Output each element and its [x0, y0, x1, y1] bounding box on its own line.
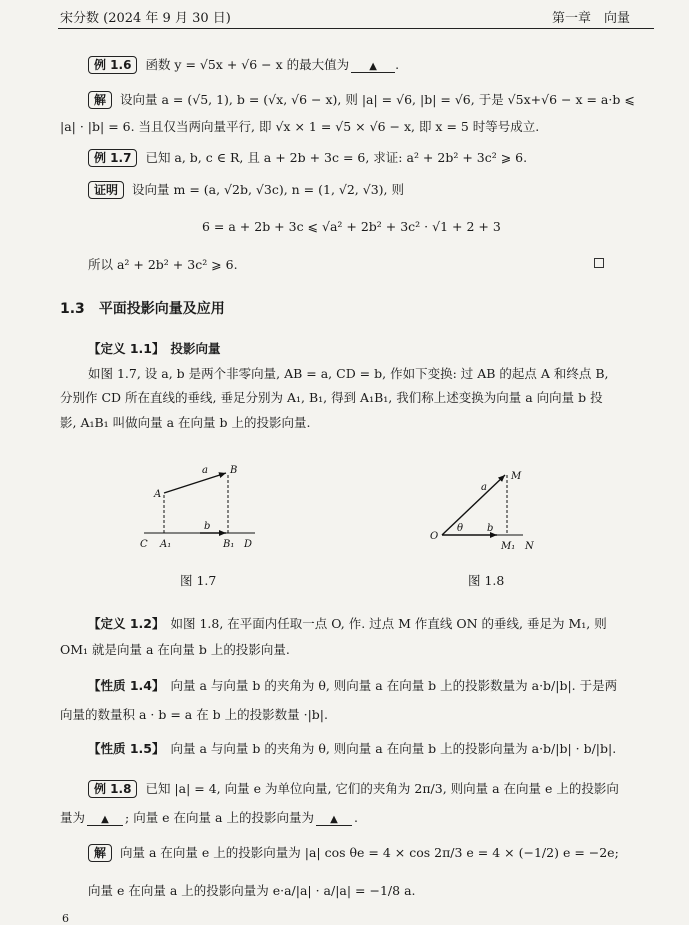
label-vec-a: a — [202, 465, 208, 476]
section-title: 平面投影向量及应用 — [98, 301, 225, 317]
example-1-6 — [88, 55, 399, 74]
property-1-4-line2: 向量的数量积 a · b = a 在 b 上的投影数量 ·|b|. — [60, 707, 328, 722]
property-tag: 【性质 1.4】 — [88, 678, 165, 693]
proof-formula: 6 = a + 2b + 3c ⩽ √a² + 2b² + 3c² · √1 + 2 + 3 — [202, 219, 501, 234]
example-1-8-line2 — [60, 808, 358, 826]
vector-a — [442, 475, 505, 535]
definition-tag: 【定义 1.2】 — [88, 616, 165, 631]
proof-text: 设向量 m = (a, √2b, √3c), n = (1, √2, √3), 则 — [132, 182, 405, 197]
question-text: 量为 — [60, 810, 86, 825]
question-end: . — [353, 810, 358, 825]
property-1-4-line1 — [88, 676, 617, 694]
running-header-left: 宋分数 (2024 年 9 月 30 日) — [60, 11, 231, 26]
proof-1-7 — [88, 180, 404, 199]
section-heading — [60, 298, 225, 318]
solution-tag: 解 — [88, 91, 112, 109]
label-vec-a: a — [481, 482, 487, 493]
label-B: B — [230, 465, 238, 476]
figure-1-8 — [425, 463, 545, 555]
example-question: 已知 |a| = 4, 向量 e 为单位向量, 它们的夹角为 2π/3, 则向量 a 在向量 e 上的投影向 — [145, 781, 619, 796]
label-M: M — [511, 471, 522, 482]
example-tag: 例 1.8 — [88, 780, 137, 798]
label-vec-b: b — [487, 523, 494, 534]
definition-1-2-line1 — [88, 614, 607, 632]
answer-blank-1: ▲ — [87, 814, 123, 826]
qed-box — [594, 258, 604, 268]
solution-1-6-line1 — [88, 90, 635, 109]
example-1-8-line1 — [88, 779, 619, 798]
property-tag: 【性质 1.5】 — [88, 741, 165, 756]
solution-1-8-line2: 向量 e 在向量 a 上的投影向量为 e·a/|a| · a/|a| = −1/8 a. — [88, 883, 416, 898]
property-text: 向量 a 与向量 b 的夹角为 θ, 则向量 a 在向量 b 上的投影向量为 a·b/|b| · b/|b|. — [170, 741, 617, 756]
property-1-5 — [88, 739, 616, 757]
example-tag: 例 1.7 — [88, 149, 137, 167]
definition-1-1-line1: 如图 1.7, 设 a, b 是两个非零向量, AB = a, CD = b, 作如下变换: 过 AB 的起点 A 和终点 B, — [88, 366, 609, 381]
proof-tag: 证明 — [88, 181, 124, 199]
figure-1-8-caption: 图 1.8 — [468, 573, 505, 588]
definition-text: 如图 1.8, 在平面内任取一点 O, 作. 过点 M 作直线 ON 的垂线, 垂足为 M₁, 则 — [170, 616, 607, 631]
figure-1-7-caption: 图 1.7 — [180, 573, 217, 588]
section-number: 1.3 — [60, 301, 85, 317]
label-M1: M₁ — [501, 541, 516, 552]
vector-a — [164, 473, 226, 493]
label-D: D — [244, 539, 253, 550]
definition-1-2-line2: OM₁ 就是向量 a 在向量 b 上的投影向量. — [60, 642, 290, 657]
label-vec-b: b — [204, 521, 211, 532]
label-O: O — [430, 531, 439, 542]
solution-text: 设向量 a = (√5, 1), b = (√x, √6 − x), 则 |a| = √6, |b| = √6, 于是 √5x+√6 − x = a·b ⩽ — [120, 92, 635, 107]
label-C: C — [140, 539, 148, 550]
label-theta: θ — [457, 523, 464, 534]
label-N: N — [525, 541, 534, 552]
example-question: 已知 a, b, c ∈ R, 且 a + 2b + 3c = 6, 求证: a² + 2b² + 3c² ⩾ 6. — [145, 150, 528, 165]
definition-tag: 【定义 1.1】 — [88, 341, 165, 356]
solution-1-6-line2: |a| · |b| = 6. 当且仅当两向量平行, 即 √x × 1 = √5 × √6 − x, 即 x = 5 时等号成立. — [60, 119, 540, 134]
answer-blank: ▲ — [351, 61, 395, 73]
header-rule — [58, 28, 654, 29]
definition-1-1-line2: 分别作 CD 所在直线的垂线, 垂足分别为 A₁, B₁, 得到 A₁B₁, 我们称上述变换为向量 a 向向量 b 投 — [60, 390, 603, 405]
answer-blank-2: ▲ — [316, 814, 352, 826]
page-number: 6 — [62, 912, 69, 925]
solution-tag: 解 — [88, 844, 112, 862]
proof-conclusion: 所以 a² + 2b² + 3c² ⩾ 6. — [88, 257, 238, 272]
definition-title: 投影向量 — [170, 341, 221, 356]
figure-1-7 — [130, 455, 270, 555]
solution-1-8-line1 — [88, 843, 619, 862]
definition-1-1-line3: 影, A₁B₁ 叫做向量 a 在向量 b 上的投影向量. — [60, 415, 311, 430]
question-text: ; 向量 e 在向量 a 上的投影向量为 — [125, 810, 314, 825]
label-A1: A₁ — [160, 539, 172, 550]
solution-text: 向量 a 在向量 e 上的投影向量为 |a| cos θe = 4 × cos 2π/3 e = 4 × (−1/2) e = −2e; — [120, 845, 619, 860]
label-A: A — [154, 489, 162, 500]
question-end: . — [395, 57, 400, 72]
running-header-right: 第一章 向量 — [552, 11, 631, 26]
property-text: 向量 a 与向量 b 的夹角为 θ, 则向量 a 在向量 b 上的投影数量为 a·b/|b|. 于是两 — [170, 678, 618, 693]
label-B1: B₁ — [223, 539, 235, 550]
example-1-7 — [88, 148, 527, 167]
example-tag: 例 1.6 — [88, 56, 137, 74]
example-question: 函数 y = √5x + √6 − x 的最大值为 — [145, 57, 350, 72]
definition-1-1-heading — [88, 339, 221, 357]
